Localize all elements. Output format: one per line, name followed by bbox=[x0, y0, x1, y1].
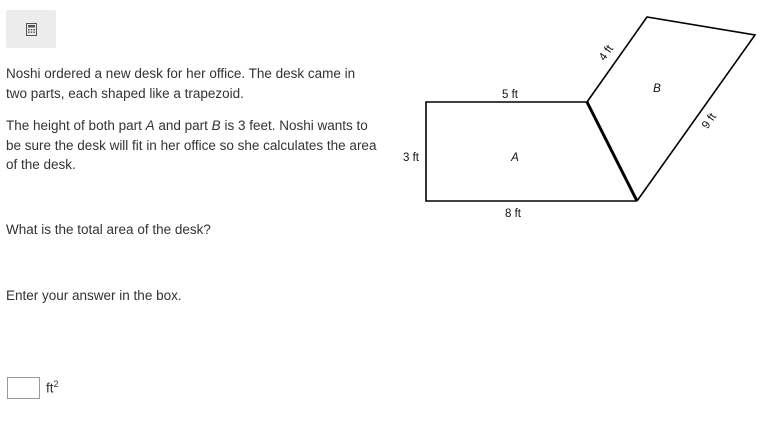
label-a-height: 3 ft bbox=[403, 152, 419, 164]
question-prompt: What is the total area of the desk? bbox=[6, 222, 211, 237]
label-part-a: A bbox=[511, 152, 519, 164]
label-b-short-side: 4 ft bbox=[597, 43, 617, 64]
unit-exponent: 2 bbox=[53, 379, 59, 389]
question-paragraph-1: Noshi ordered a new desk for her office. The desk came in two parts, each shaped like a trapezoid. bbox=[6, 66, 356, 101]
trapezoid-a-outline bbox=[426, 102, 637, 201]
text-segment: and part bbox=[154, 118, 212, 133]
label-a-bottom: 8 ft bbox=[505, 208, 521, 220]
shared-edge bbox=[587, 102, 637, 201]
part-a-reference: A bbox=[145, 118, 155, 133]
label-part-b: B bbox=[653, 83, 661, 95]
answer-instruction: Enter your answer in the box. bbox=[6, 288, 182, 303]
label-b-long-side: 9 ft bbox=[700, 111, 720, 132]
label-a-top: 5 ft bbox=[502, 89, 518, 101]
trapezoid-b-outline bbox=[587, 17, 755, 201]
part-b-reference: B bbox=[211, 118, 221, 133]
text-segment: The height of both part bbox=[6, 118, 146, 133]
unit-text: ft bbox=[46, 380, 54, 396]
text-segment: is 3 feet. Noshi wants to be sure the desk will fit in her office so she calculates the area of the desk. bbox=[6, 118, 377, 172]
